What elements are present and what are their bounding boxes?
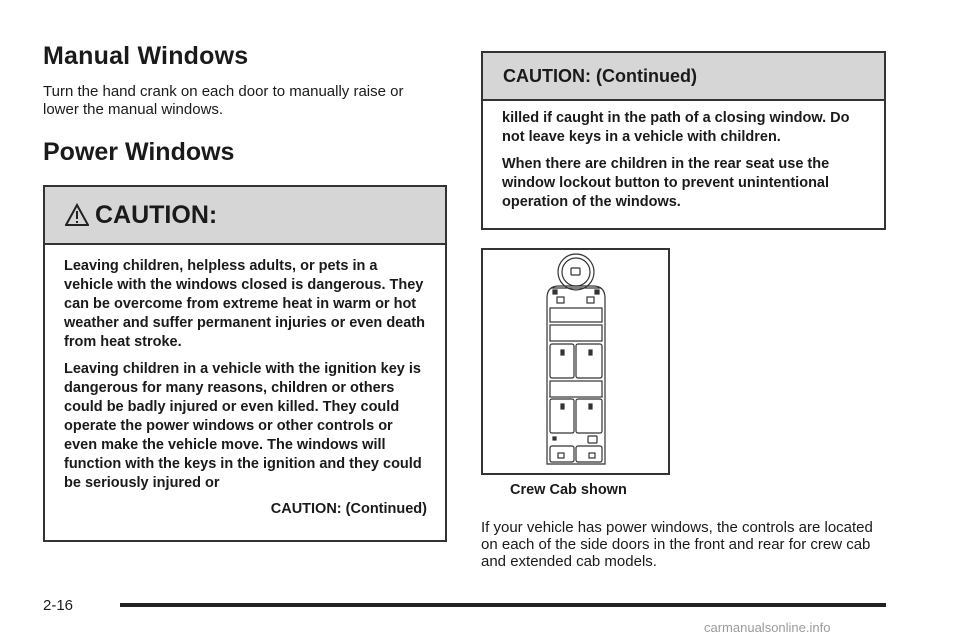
caution-continued-body: [483, 101, 884, 212]
caution-continued-label: CAUTION: (Continued): [270, 501, 427, 517]
caution-body: [45, 245, 445, 517]
watermark-text: carmanualsonline.info: [704, 620, 831, 635]
caution-continued-header: [483, 53, 884, 101]
power-windows-heading: Power Windows: [43, 138, 235, 166]
power-windows-text: If your vehicle has power windows, the controls are located on each of the side doors in the front and rear for crew cab and extended cab models.: [481, 519, 873, 570]
caution-continued-box: [481, 51, 886, 230]
caution-title: CAUTION:: [95, 200, 218, 229]
manual-windows-heading: Manual Windows: [43, 42, 249, 70]
window-switch-figure: [481, 248, 670, 475]
footer-rule: [120, 603, 886, 607]
figure-caption: Crew Cab shown: [510, 482, 627, 498]
caution-paragraph-1: Leaving children, helpless adults, or pets in a vehicle with the windows closed is dangerous. They can be overcome from extreme heat in warm or hot weather and suffer permanent injuries or even death from heat stroke.: [64, 258, 425, 350]
window-switch-panel-illustration: [483, 250, 668, 473]
warning-triangle-icon: [65, 203, 89, 227]
caution-box: [43, 185, 447, 542]
page-number: 2-16: [43, 597, 74, 614]
caution-header: [45, 187, 445, 245]
caution-paragraph-2: Leaving children in a vehicle with the ignition key is dangerous for many reasons, children or others could be badly injured or even killed. They could operate the power windows or other controls or even make the vehicle move. The windows will function with the keys in the ignition and they could be seriously injured or: [64, 361, 422, 491]
continued-paragraph-1: killed if caught in the path of a closing window. Do not leave keys in a vehicle with children.: [502, 110, 850, 145]
caution-continued-title: CAUTION: (Continued): [503, 65, 697, 86]
continued-paragraph-2: When there are children in the rear seat use the window lockout button to prevent unintentional operation of the windows.: [502, 156, 830, 210]
manual-windows-text: Turn the hand crank on each door to manually raise or lower the manual windows.: [43, 83, 404, 118]
